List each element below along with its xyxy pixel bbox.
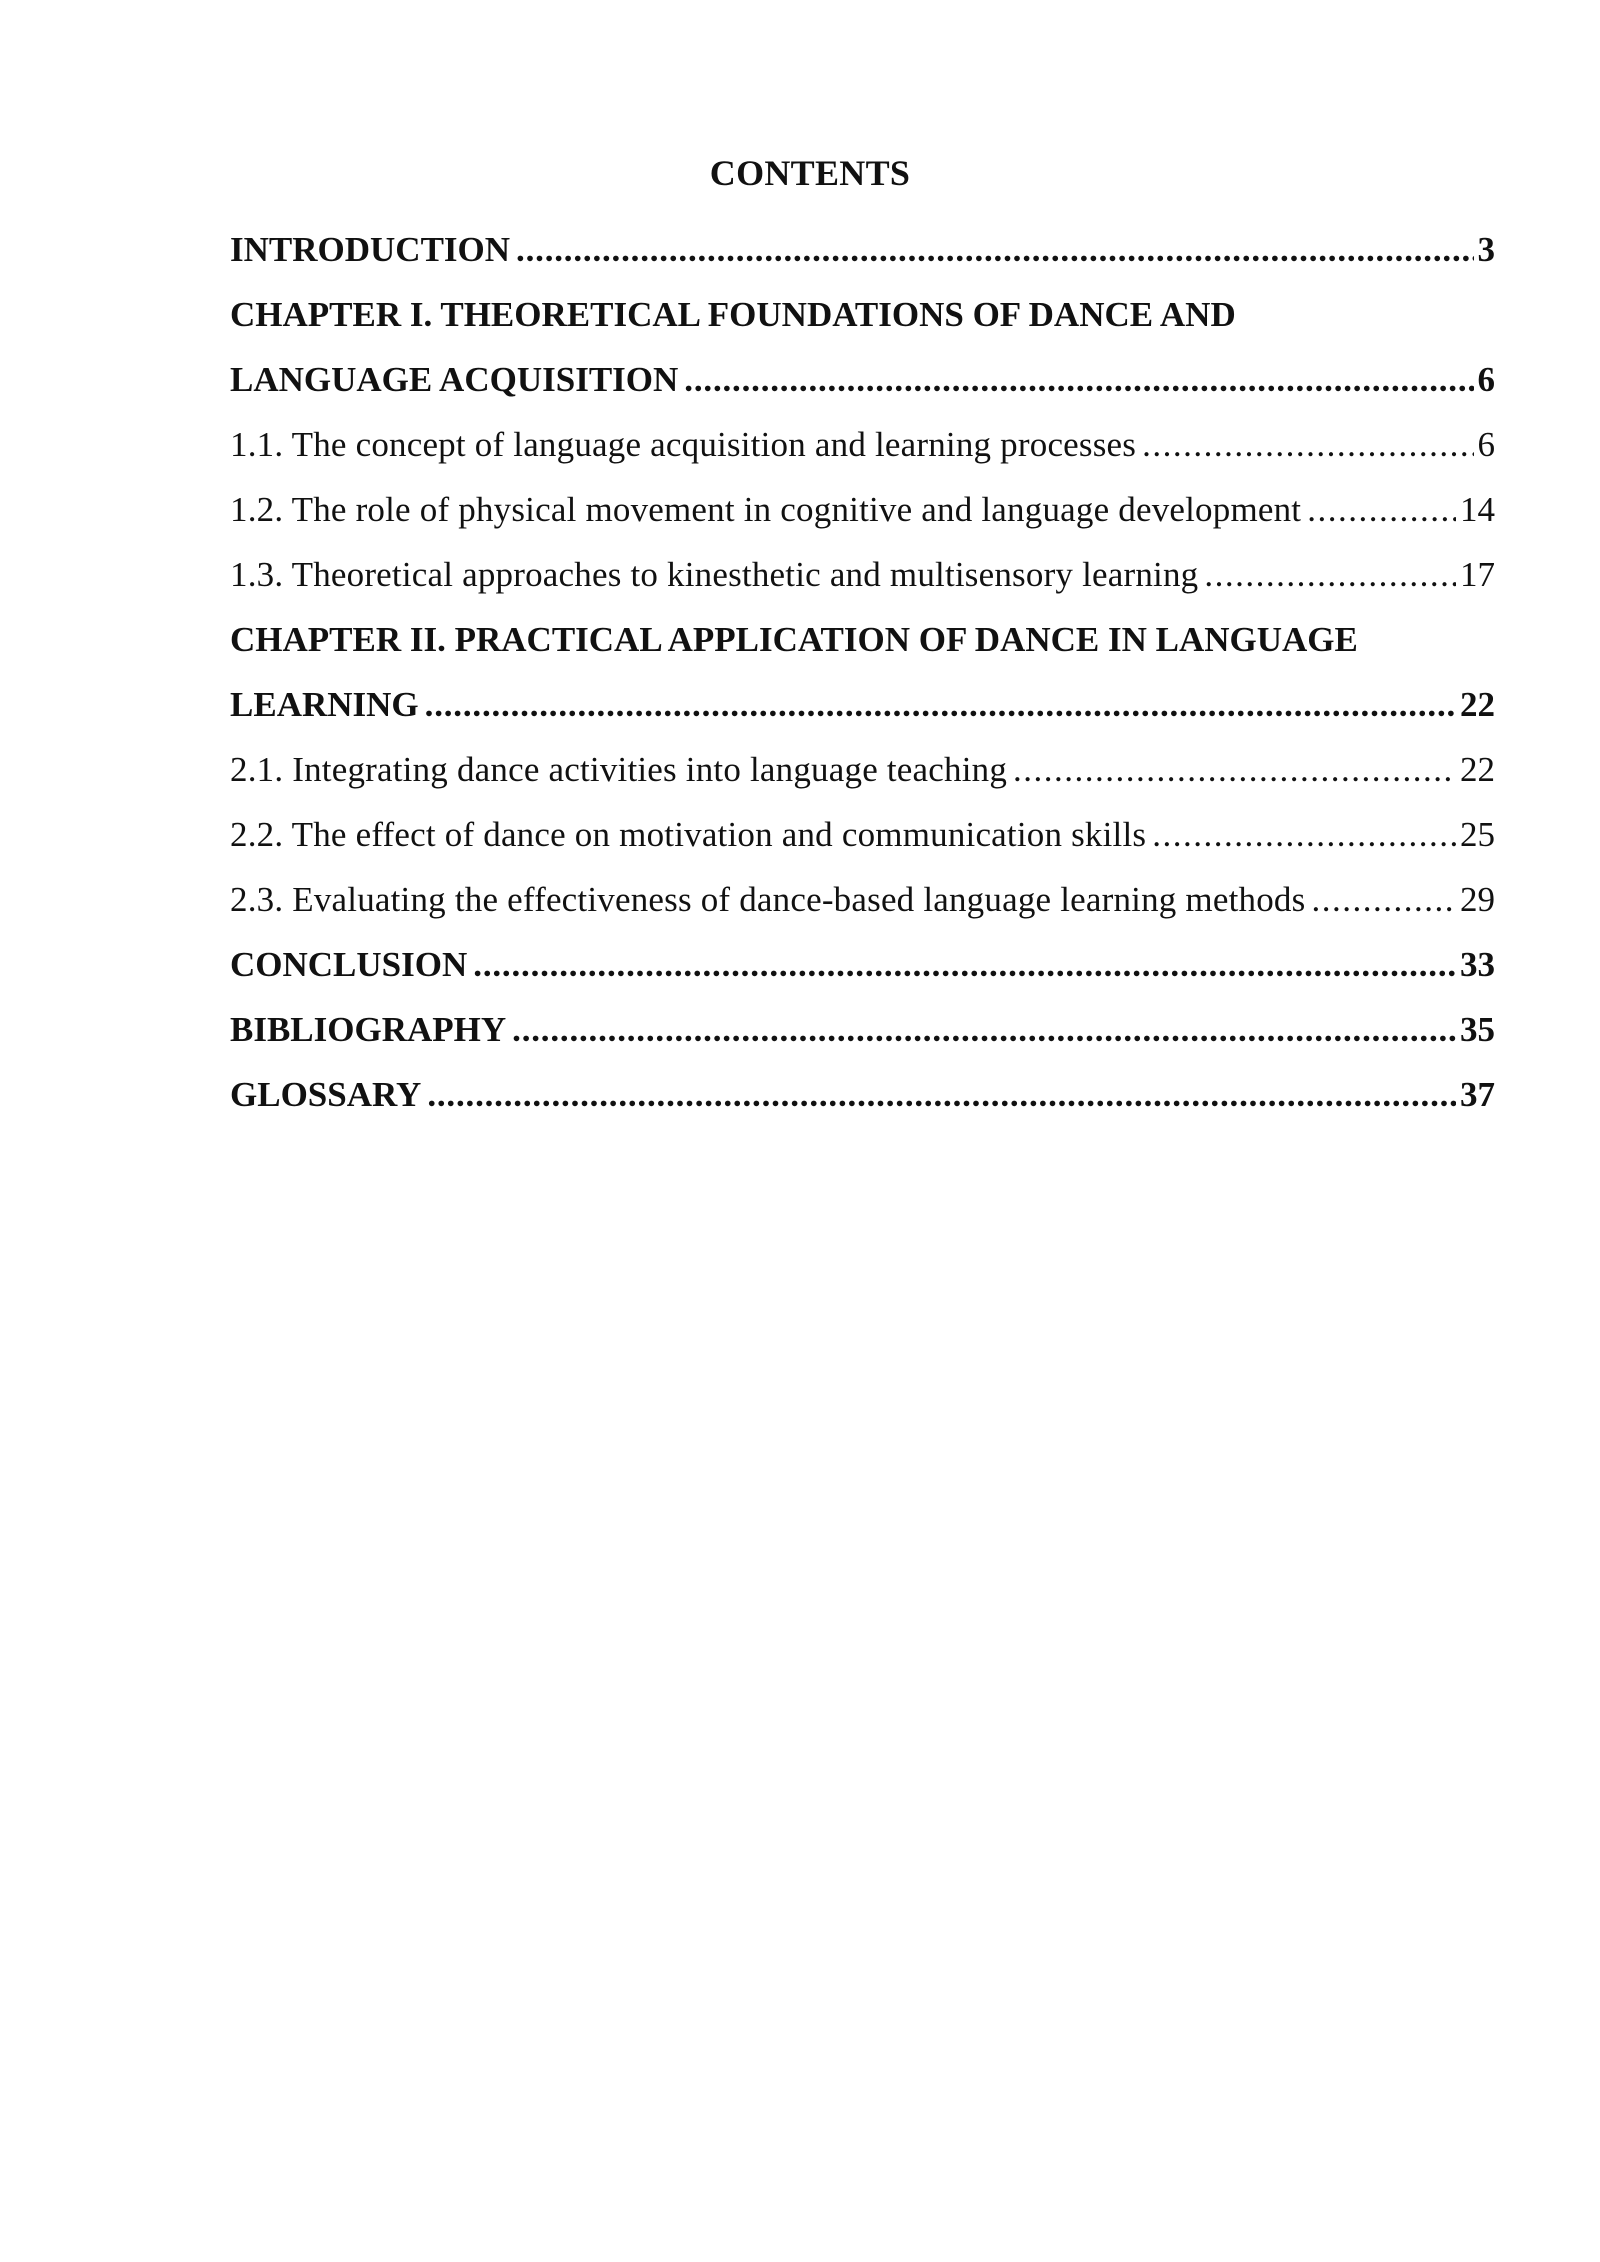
toc-page-number: 17: [1460, 555, 1495, 594]
toc-page-number: 22: [1460, 750, 1495, 789]
toc-entry-glossary[interactable]: [230, 1062, 1495, 1127]
toc-entry-label: CHAPTER II. PRACTICAL APPLICATION OF DANCE IN LANGUAGE: [230, 620, 1358, 659]
toc-entry-label: 1.2. The role of physical movement in cognitive and language development: [230, 490, 1302, 529]
toc-entry-label: 2.2. The effect of dance on motivation and communication skills: [230, 815, 1147, 854]
toc-page-number: 35: [1460, 1010, 1495, 1049]
toc-entry-label: 1.3. Theoretical approaches to kinesthetic and multisensory learning: [230, 555, 1199, 594]
toc-entry-label: BIBLIOGRAPHY: [230, 1010, 507, 1049]
toc-page-number: 3: [1477, 230, 1495, 269]
toc-page-number: 22: [1460, 685, 1495, 724]
toc-entry-label: 2.3. Evaluating the effectiveness of dance-based language learning methods: [230, 880, 1306, 919]
dot-leader: [516, 217, 1473, 282]
dot-leader: [1013, 737, 1456, 802]
toc-entry-label: CONCLUSION: [230, 945, 468, 984]
toc-page-number: 25: [1460, 815, 1495, 854]
toc-entry-label: LEARNING: [230, 685, 419, 724]
toc-entry-introduction[interactable]: [230, 217, 1495, 282]
toc-page-number: 33: [1460, 945, 1495, 984]
toc-entry-section-1-2[interactable]: [230, 477, 1495, 542]
dot-leader: [1204, 542, 1456, 607]
toc-entry-chapter-2-line2[interactable]: [230, 672, 1495, 737]
dot-leader: [473, 932, 1456, 997]
toc-entry-bibliography[interactable]: [230, 997, 1495, 1062]
dot-leader: [425, 672, 1456, 737]
toc-entry-section-2-1[interactable]: [230, 737, 1495, 802]
toc-page-number: 6: [1477, 360, 1495, 399]
toc-entry-label: LANGUAGE ACQUISITION: [230, 360, 679, 399]
contents-title: CONTENTS: [709, 153, 911, 193]
toc-entry-chapter-1-line2[interactable]: [230, 347, 1495, 412]
toc-entry-section-1-3[interactable]: [230, 542, 1495, 607]
toc-entry-label: INTRODUCTION: [230, 230, 511, 269]
table-of-contents: [230, 217, 1495, 1127]
toc-entry-label: GLOSSARY: [230, 1075, 422, 1114]
toc-entry-section-2-2[interactable]: [230, 802, 1495, 867]
dot-leader: [1142, 412, 1473, 477]
toc-entry-section-1-1[interactable]: [230, 412, 1495, 477]
dot-leader: [1307, 477, 1456, 542]
toc-entry-label: CHAPTER I. THEORETICAL FOUNDATIONS OF DANCE AND: [230, 295, 1236, 334]
toc-entry-chapter-1-line1[interactable]: [230, 282, 1495, 347]
toc-page-number: 37: [1460, 1075, 1495, 1114]
toc-page-number: 14: [1460, 490, 1495, 529]
dot-leader: [427, 1062, 1456, 1127]
toc-entry-chapter-2-line1[interactable]: [230, 607, 1495, 672]
toc-entry-label: 2.1. Integrating dance activities into language teaching: [230, 750, 1008, 789]
dot-leader: [684, 347, 1473, 412]
toc-page-number: 29: [1460, 880, 1495, 919]
toc-page-number: 6: [1477, 425, 1495, 464]
toc-entry-section-2-3[interactable]: [230, 867, 1495, 932]
dot-leader: [1152, 802, 1456, 867]
dot-leader: [512, 997, 1456, 1062]
dot-leader: [1311, 867, 1456, 932]
toc-entry-conclusion[interactable]: [230, 932, 1495, 997]
toc-entry-label: 1.1. The concept of language acquisition and learning processes: [230, 425, 1137, 464]
